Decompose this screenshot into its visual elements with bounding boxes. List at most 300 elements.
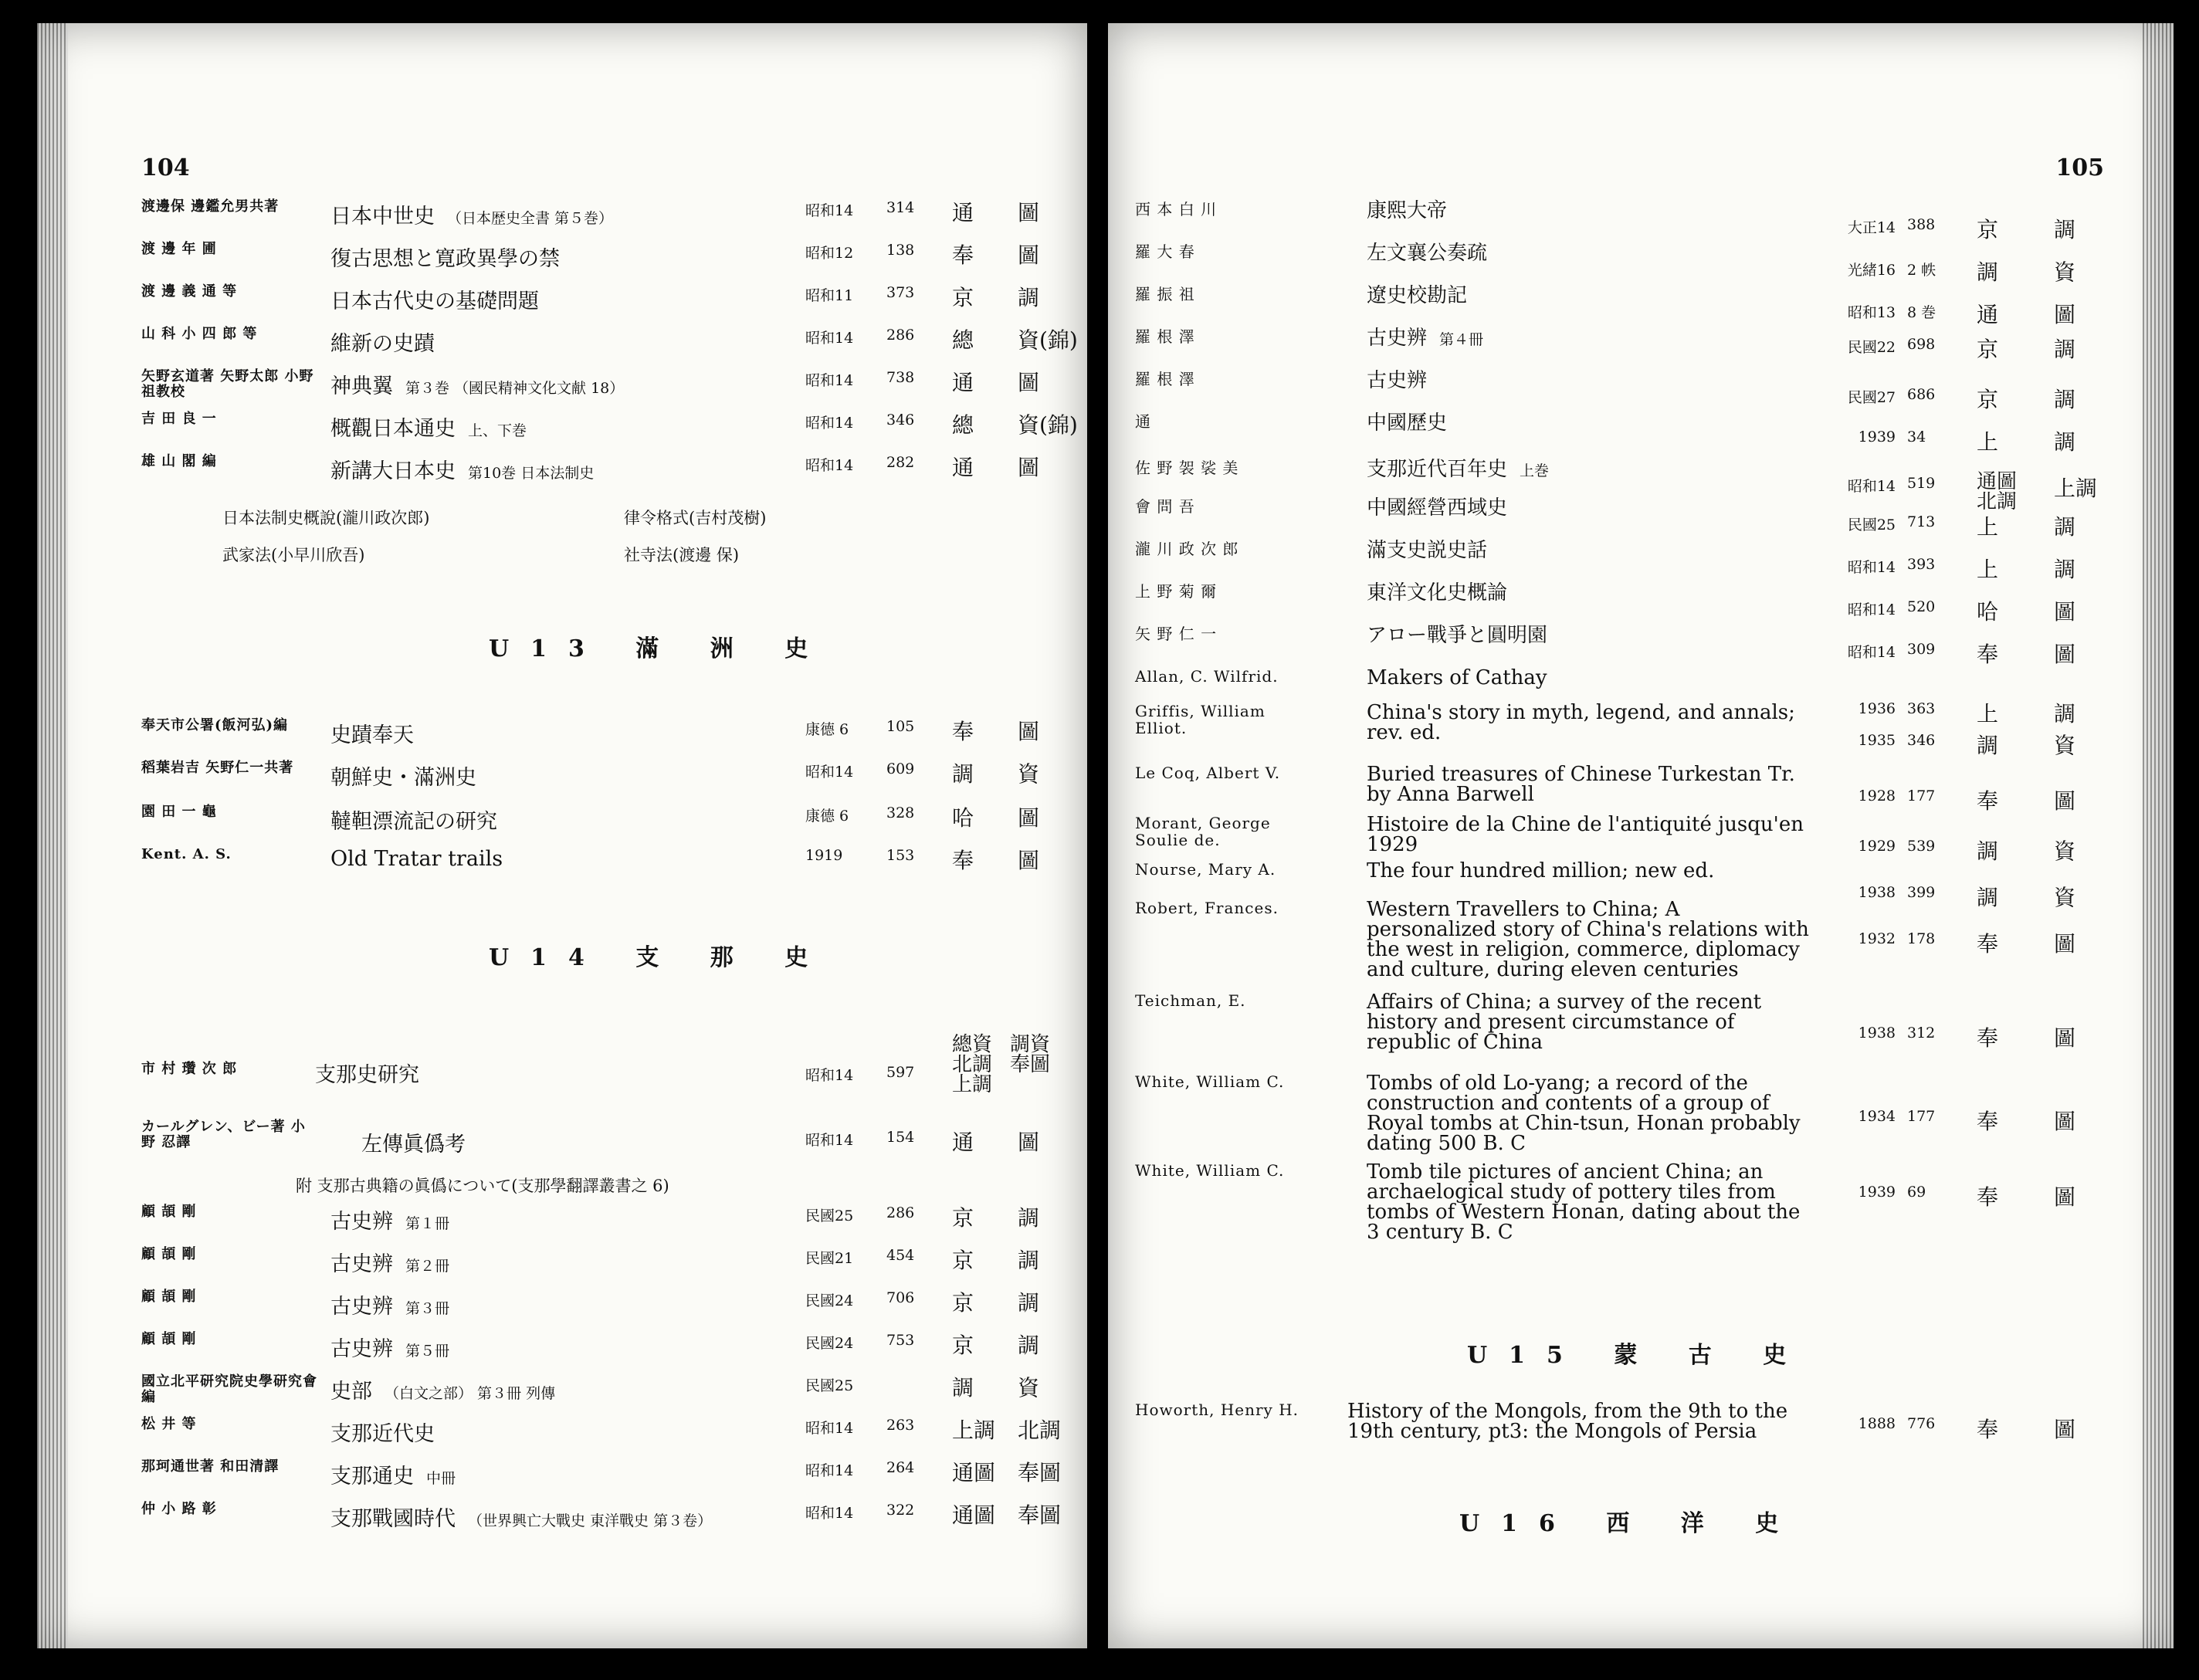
year: 昭和14: [805, 1462, 854, 1479]
location-2: 圖: [2054, 599, 2076, 625]
section-heading: U15 蒙 古 史: [1467, 1342, 1808, 1369]
location-2: 圖: [2054, 1025, 2076, 1051]
author: Morant, George Soulie de.: [1135, 814, 1271, 849]
year: 康德 6: [805, 808, 849, 825]
year: 1932: [1858, 930, 1896, 947]
table-row: [1135, 703, 2139, 757]
author: Howorth, Henry H.: [1135, 1401, 1299, 1419]
year: 昭和14: [1847, 559, 1896, 576]
title: [330, 1459, 456, 1489]
location-2: 資: [1018, 761, 1040, 787]
title: 古史辨: [1367, 369, 1428, 392]
author: Griffis, William Elliot.: [1135, 702, 1266, 737]
author: 矢 野 仁 一: [1135, 625, 1218, 643]
author: 國立北平研究院史學研究會編: [141, 1373, 317, 1405]
title-text: 支那戰國時代: [330, 1507, 456, 1531]
location-2: 圖: [2054, 1109, 2076, 1134]
note: 日本法制史概說(瀧川政次郎): [222, 509, 430, 527]
location-2: 圖: [2054, 1417, 2076, 1442]
title: [330, 454, 594, 484]
location-1: 通: [952, 1130, 974, 1155]
title: Tomb tile pictures of ancient China; an archaelogical study of pottery tiles from tombs of Western Honan, dating about the 3 century B. C: [1367, 1160, 1801, 1244]
year: 1939: [1858, 1184, 1896, 1201]
pages: 154: [886, 1129, 915, 1146]
location-1: 奉: [1977, 1109, 1999, 1134]
location-1: 調: [952, 761, 974, 787]
location-1: 總資 北調 上調: [952, 1033, 993, 1096]
location-1: 京: [952, 285, 974, 310]
title-text: 古史辨: [1367, 327, 1428, 350]
table-row: [141, 242, 1076, 279]
year: 1919: [805, 847, 843, 864]
pages: 363: [1907, 700, 1936, 717]
section-heading: U16 西 洋 史: [1459, 1510, 1801, 1537]
right-page: [1108, 23, 2174, 1648]
location-1: 京: [1977, 217, 1999, 242]
pages: 686: [1907, 386, 1936, 403]
title: 中國歷史: [1367, 412, 1448, 435]
pages: 328: [886, 804, 915, 821]
author: 仲 小 路 彰: [141, 1501, 217, 1517]
year: 昭和14: [805, 1067, 854, 1084]
year: 光緒16: [1847, 262, 1896, 279]
author: 羅 根 澤: [1135, 370, 1195, 388]
location-2: 奉圖: [1018, 1460, 1062, 1485]
title-subtitle: （世界興亡大戰史 東洋戰史 第３卷）: [468, 1512, 713, 1529]
location-1: 奉: [1977, 931, 1999, 957]
table-row: [141, 412, 1076, 449]
location-1: 京: [952, 1290, 974, 1316]
title: 韃靼漂流記の研究: [330, 810, 497, 834]
table-row: [1135, 284, 2139, 327]
author: 渡 邊 義 通 等: [141, 283, 238, 300]
table-row: [141, 760, 1076, 798]
author: 會 問 吾: [1135, 497, 1195, 516]
year: 民國24: [805, 1335, 854, 1352]
note: 社寺法(渡邊 保): [624, 546, 740, 564]
year: 昭和14: [805, 330, 854, 347]
table-row: [1135, 581, 2139, 625]
location-2: 圖: [1018, 1130, 1040, 1155]
author: Allan, C. Wilfrid.: [1135, 667, 1279, 686]
location-1: 調: [1977, 733, 1999, 758]
section-heading: U14 支 那 史: [489, 944, 830, 971]
location-2: 調: [1018, 1205, 1040, 1231]
year: 1888: [1858, 1415, 1896, 1432]
table-row: [141, 1119, 1076, 1157]
location-1: 哈: [952, 805, 974, 831]
title: 滿支史説史話: [1367, 539, 1488, 562]
title-text: 古史辨: [330, 1295, 393, 1319]
author: Teichman, E.: [1135, 991, 1246, 1010]
year: 昭和12: [805, 245, 854, 262]
location-1: 調: [1977, 838, 1999, 864]
title-text: 概觀日本通史: [330, 417, 456, 441]
table-row: [1135, 369, 2139, 412]
location-2: 圖: [1018, 805, 1040, 831]
title: 東洋文化史概論: [1367, 581, 1508, 605]
title-text: 日本中世史: [330, 205, 435, 229]
location-1: 通: [952, 455, 974, 480]
title: 維新の史蹟: [330, 332, 435, 356]
pages: 520: [1907, 598, 1936, 615]
location-1: 調: [1977, 885, 1999, 910]
table-row: [1135, 539, 2139, 582]
location-1: 通: [952, 370, 974, 395]
author: 市 村 瓚 次 郎: [141, 1061, 238, 1077]
table-row: [1135, 496, 2139, 540]
author: 羅 振 祖: [1135, 285, 1195, 303]
pages: 138: [886, 242, 915, 259]
table-row: [141, 804, 1076, 842]
location-2: 圖: [1018, 848, 1040, 873]
author: 羅 大 春: [1135, 242, 1195, 261]
location-1: 奉: [1977, 1417, 1999, 1442]
author: 稻葉岩吉 矢野仁一共著: [141, 760, 294, 776]
title: [330, 1502, 712, 1532]
location-2: 圖: [2054, 1184, 2076, 1210]
table-row: [1135, 328, 2139, 365]
author: Nourse, Mary A.: [1135, 860, 1276, 879]
title: [330, 369, 624, 399]
table-row: [141, 1332, 1076, 1369]
year: 1928: [1858, 788, 1896, 804]
location-1: 調: [952, 1375, 974, 1401]
year: 民國25: [805, 1377, 854, 1394]
location-1: 上: [1977, 557, 1999, 582]
location-1: 奉: [952, 242, 974, 268]
location-1: 通圖 北調: [1977, 470, 2018, 513]
table-row: [1135, 992, 2139, 1069]
table-row: [141, 327, 1076, 364]
location-2: 調: [1018, 1333, 1040, 1358]
location-2: 資(錦): [1018, 412, 1078, 438]
title-subtitle: 第４冊: [1439, 331, 1484, 348]
location-1: 京: [952, 1248, 974, 1273]
table-row: [141, 1204, 1076, 1241]
location-1: 奉: [1977, 642, 1999, 667]
title-text: 支那近代百年史: [1367, 458, 1508, 481]
author: 佐 野 袈 裟 美: [1135, 459, 1239, 477]
location-2: 圖: [2054, 931, 2076, 957]
location-1: 奉: [1977, 1025, 1999, 1051]
author: カールグレン、ビー著 小野 忍譯: [141, 1119, 306, 1150]
title: [330, 1247, 449, 1277]
table-row: [141, 1289, 1076, 1326]
page-edge-shadow: [2143, 23, 2174, 1648]
table-row: [141, 718, 1076, 755]
year: 康德 6: [805, 721, 849, 738]
table-row: [141, 1417, 1076, 1454]
location-2: 圖: [1018, 455, 1040, 480]
pages: 346: [886, 412, 915, 428]
title: 康熙大帝: [1367, 199, 1448, 222]
year: 昭和14: [805, 372, 854, 389]
title: アロー戰爭と圓明園: [1367, 624, 1548, 647]
year: 昭和14: [805, 764, 854, 781]
location-2: 資(錦): [1018, 327, 1078, 353]
title: 遼史校勘記: [1367, 284, 1468, 307]
title-text: 神典翼: [330, 374, 393, 398]
location-1: 調: [1977, 259, 1999, 285]
title: [1367, 328, 1814, 350]
year: 昭和14: [805, 202, 854, 219]
year: 昭和14: [805, 1420, 854, 1437]
location-2: 圖: [2054, 302, 2076, 327]
location-2: 調: [2054, 514, 2076, 540]
title-text: 古史辨: [330, 1337, 393, 1361]
location-2: 奉圖: [1018, 1502, 1062, 1528]
table-row: [1135, 412, 2139, 455]
author: 顧 頡 剛: [141, 1246, 197, 1262]
location-1: 總: [952, 412, 974, 438]
year: 昭和14: [805, 1132, 854, 1149]
table-row: [1135, 624, 2139, 667]
location-2: 圖: [2054, 788, 2076, 814]
author: Robert, Frances.: [1135, 899, 1279, 917]
table-row: [1135, 199, 2139, 242]
title: 支那近代史: [330, 1422, 435, 1446]
author: 渡 邊 年 圃: [141, 241, 217, 257]
year: 1938: [1858, 1025, 1896, 1042]
title-text: 新講大日本史: [330, 459, 456, 483]
table-row: [141, 454, 1076, 491]
title-subtitle: （白文之部） 第３冊 列傳: [385, 1385, 556, 1402]
title: 支那史研究: [315, 1063, 419, 1087]
pages: 322: [886, 1502, 915, 1519]
pages: 177: [1907, 788, 1936, 804]
location-2: 調: [2054, 557, 2076, 582]
table-row: [1135, 763, 2139, 814]
title: [330, 1332, 449, 1362]
title: [330, 412, 527, 442]
pages: 153: [886, 847, 915, 864]
author: 通: [1135, 412, 1151, 431]
year: 昭和14: [1847, 601, 1896, 618]
location-1: 京: [952, 1333, 974, 1358]
author: Kent. A. S.: [141, 846, 232, 862]
location-1: 通圖: [952, 1502, 996, 1528]
title: [330, 1374, 555, 1404]
pages: 519: [1907, 475, 1936, 492]
location-1: 奉: [952, 848, 974, 873]
title: Histoire de la Chine de l'antiquité jusqu'en 1929: [1367, 813, 1804, 856]
pages: 698: [1907, 336, 1936, 353]
title: Affairs of China; a survey of the recent history and present circumstance of republic of China: [1367, 991, 1762, 1054]
year: 1936: [1858, 700, 1896, 717]
year: 民國27: [1847, 389, 1896, 406]
table-row: [1135, 242, 2139, 285]
title: [330, 1204, 449, 1235]
location-1: 上: [1977, 429, 1999, 455]
author: 吉 田 良 一: [141, 411, 217, 427]
location-2: 資: [1018, 1375, 1040, 1401]
pages: 177: [1907, 1108, 1936, 1125]
pages: 286: [886, 327, 915, 344]
location-2: 調資 奉圖: [1010, 1033, 1051, 1076]
author: 顧 頡 剛: [141, 1204, 197, 1220]
title: Tombs of old Lo-yang; a record of the construction and contents of a group of Royal tombs at Chin-tsun, Honan probably dating 500 B. C: [1367, 1072, 1801, 1155]
title: 日本古代史の基礎問題: [330, 290, 539, 313]
author: 山 科 小 四 郎 等: [141, 326, 258, 342]
year: 1929: [1858, 838, 1896, 855]
location-1: 哈: [1977, 599, 1999, 625]
year: 1939: [1858, 428, 1896, 445]
location-2: 資: [2054, 885, 2076, 910]
title: 朝鮮史・滿洲史: [330, 766, 476, 790]
title-subtitle: 上、下巻: [468, 422, 527, 439]
pages: 8 巻: [1907, 304, 1936, 321]
author: 矢野玄道著 矢野太郎 小野祖教校: [141, 368, 314, 400]
location-2: 調: [1018, 285, 1040, 310]
note: 律令格式(吉村茂樹): [624, 509, 767, 527]
pages: 264: [886, 1459, 915, 1476]
year: 民國25: [805, 1208, 854, 1224]
pages: 388: [1907, 216, 1936, 233]
pages: 346: [1907, 732, 1936, 749]
section-heading: U13 滿 洲 史: [489, 635, 830, 662]
year: 民國24: [805, 1292, 854, 1309]
location-2: 調: [2054, 701, 2076, 727]
page-edge-shadow: [37, 23, 68, 1648]
pages: 69: [1907, 1184, 1926, 1201]
pages: 597: [886, 1064, 915, 1081]
location-2: 調: [2054, 217, 2076, 242]
pages: 178: [1907, 930, 1936, 947]
title-text: 古史辨: [330, 1252, 393, 1276]
author: 羅 根 澤: [1135, 327, 1195, 346]
title-subtitle: （日本歴史全書 第５巻）: [447, 210, 614, 227]
location-1: 奉: [1977, 1184, 1999, 1210]
table-row: [1135, 899, 2139, 984]
title: 左傳眞僞考: [361, 1133, 466, 1157]
title-subtitle: 中冊: [426, 1470, 456, 1487]
pages: 309: [1907, 641, 1936, 658]
table-row: [141, 284, 1076, 321]
year: 民國22: [1847, 339, 1896, 356]
pages: 34: [1907, 428, 1926, 445]
location-2: 圖: [1018, 370, 1040, 395]
location-1: 上: [1977, 701, 1999, 727]
table-row: [141, 1247, 1076, 1284]
year: 1934: [1858, 1108, 1896, 1125]
location-1: 京: [1977, 387, 1999, 412]
title-text: 支那通史: [330, 1465, 414, 1489]
author: 瀧 川 政 次 郎: [1135, 540, 1239, 558]
title-subtitle: 第１冊: [405, 1215, 450, 1232]
title: Old Tratar trails: [330, 847, 503, 871]
location-1: 奉: [952, 719, 974, 744]
table-row: [141, 1502, 1076, 1539]
table-row: [1135, 1073, 2139, 1158]
year: 昭和14: [1847, 644, 1896, 661]
location-2: 調: [1018, 1290, 1040, 1316]
author: 西 本 白 川: [1135, 200, 1218, 218]
table-row: [141, 847, 1076, 884]
title: 中國經營西域史: [1367, 496, 1508, 520]
pages: 706: [886, 1289, 915, 1306]
pages: 609: [886, 760, 915, 777]
location-1: 京: [952, 1205, 974, 1231]
pages: 105: [886, 718, 915, 735]
title: [330, 199, 613, 229]
year: 昭和14: [805, 1505, 854, 1522]
year: 昭和11: [805, 287, 854, 304]
location-2: 資: [2054, 733, 2076, 758]
title: History of the Mongols, from the 9th to the 19th century, pt3: the Mongols of Persia: [1347, 1400, 1788, 1443]
title-subtitle: 第２冊: [405, 1258, 450, 1275]
pages: 314: [886, 199, 915, 216]
title: Makers of Cathay: [1367, 666, 1547, 689]
year: 民國25: [1847, 517, 1896, 533]
pages: 399: [1907, 884, 1936, 901]
author: 園 田 一 龜: [141, 804, 217, 820]
author: 顧 頡 剛: [141, 1331, 197, 1347]
location-2: 圖: [1018, 242, 1040, 268]
title-subtitle: 第３冊: [405, 1300, 450, 1317]
pages: 713: [1907, 513, 1936, 530]
table-row: [1135, 1162, 2139, 1247]
left-page: [37, 23, 1087, 1648]
page-number: 104: [141, 154, 190, 181]
table-row: [1135, 813, 2139, 864]
location-2: 調: [2054, 429, 2076, 455]
pages: 373: [886, 284, 915, 301]
year: 昭和14: [805, 415, 854, 432]
location-1: 總: [952, 327, 974, 353]
pages: 393: [1907, 556, 1936, 573]
title-subtitle: 第10巻 日本法制史: [468, 465, 595, 482]
author: White, William C.: [1135, 1161, 1285, 1180]
title: Western Travellers to China; A personalized story of China's relations with the west in religion, commerce, diplomacy and culture, during eleven centuries: [1367, 898, 1809, 981]
title: Buried treasures of Chinese Turkestan Tr. by Anna Barwell: [1367, 763, 1795, 806]
pages: 738: [886, 369, 915, 386]
pages: 263: [886, 1417, 915, 1434]
title-text: 古史辨: [330, 1210, 393, 1234]
location-2: 圖: [1018, 200, 1040, 225]
author: 那珂通世著 和田清譯: [141, 1458, 280, 1475]
author: 奉天市公署(飯河弘)編: [141, 717, 289, 733]
year: 昭和14: [1847, 478, 1896, 495]
title: 復古思想と寛政異學の禁: [330, 247, 560, 271]
pages: 776: [1907, 1415, 1936, 1432]
location-2: 調: [1018, 1248, 1040, 1273]
year: 昭和14: [805, 457, 854, 474]
table-row: [141, 199, 1076, 236]
location-2: 上調: [2054, 476, 2098, 501]
pages: 753: [886, 1332, 915, 1349]
pages: 2 帙: [1907, 262, 1936, 279]
title: 史蹟奉天: [330, 723, 414, 747]
year: 1938: [1858, 884, 1896, 901]
author: 雄 山 閣 編: [141, 453, 217, 469]
note: 附 支那古典籍の眞僞について(支那學翻譯叢書之 6): [296, 1177, 669, 1195]
location-1: 通圖: [952, 1460, 996, 1485]
location-1: 通: [1977, 302, 1999, 327]
title-subtitle: 第５冊: [405, 1343, 450, 1360]
title: [330, 1289, 449, 1319]
year: 民國21: [805, 1250, 854, 1267]
location-2: 資: [2054, 838, 2076, 864]
table-row: [1135, 1401, 2139, 1448]
author: Le Coq, Albert V.: [1135, 764, 1281, 782]
location-1: 京: [1977, 337, 1999, 362]
location-2: 北調: [1018, 1418, 1062, 1443]
location-1: 通: [952, 200, 974, 225]
title: 左文襄公奏疏: [1367, 242, 1488, 265]
location-2: 調: [2054, 337, 2076, 362]
title: The four hundred million; new ed.: [1367, 859, 1715, 882]
